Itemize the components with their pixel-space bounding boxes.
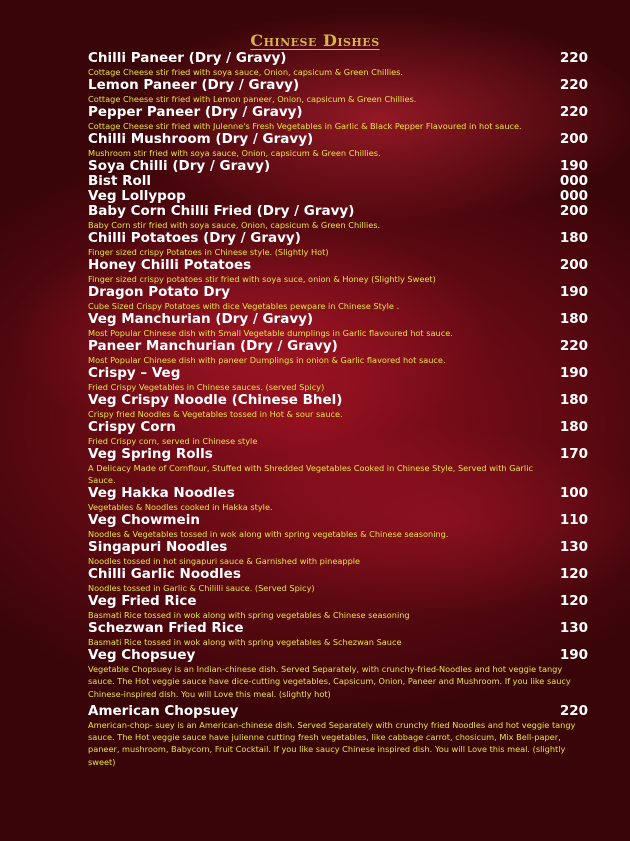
- dish-description: Fried Crispy Vegetables in Chinese sauces. (served Spicy): [88, 382, 325, 392]
- dish-price: 000: [559, 173, 588, 189]
- dish-description: Mushroom stir fried with soya sauce, Onion, capsicum & Green Chillies.: [88, 148, 381, 158]
- menu-item: [88, 648, 588, 700]
- dish-description: Noodles tossed in hot singapuri sauce & Garnished with pineapple: [88, 556, 361, 566]
- dish-price: 110: [559, 512, 588, 528]
- dish-name: Schezwan Fried Rice: [88, 620, 244, 636]
- dish-description: Finger sized crispy Potatoes in Chinese style. (Slightly Hot): [88, 247, 329, 257]
- dish-name: Veg Hakka Noodles: [88, 485, 235, 501]
- dish-name: American Chopsuey: [88, 702, 239, 719]
- menu-item: [88, 567, 588, 594]
- dish-price: 200: [559, 203, 588, 219]
- menu-item: [88, 312, 588, 339]
- dish-name: Lemon Paneer (Dry / Gravy): [88, 77, 300, 93]
- dish-description: Noodles & Vegetables tossed in wok along with spring vegetables & Chinese seasoning.: [88, 529, 449, 539]
- dish-description: Fried Crispy corn, served in Chinese style: [88, 436, 258, 446]
- dish-price: 120: [559, 593, 588, 609]
- dish-description: Vegetable Chopsuey is an Indian-chinese dish. Served Separately, with crunchy-fried-Noodles and hot veggie tangy sauce. The Hot veggie sauce have dice-cutting vegetables, Capsicum, Onion, Paneer and Mushroom. If you like saucy Chinese-inspired dish. You will Love this meal. (slightly hot): [88, 664, 571, 699]
- dish-description: Basmati Rice tossed in wok along with spring vegetables & Chinese seasoning: [88, 610, 410, 620]
- menu-item: [88, 366, 588, 393]
- dish-description: Baby Corn stir fried with soya sauce, Onion, capsicum & Green Chillies.: [88, 220, 381, 230]
- dish-price: 190: [559, 284, 588, 300]
- dish-price: 220: [559, 338, 588, 354]
- dish-price: 000: [559, 188, 588, 204]
- dish-name: Chilli Potatoes (Dry / Gravy): [88, 230, 301, 246]
- menu-item: [88, 159, 588, 174]
- dish-name: Veg Chowmein: [88, 512, 200, 528]
- dish-name: Chilli Paneer (Dry / Gravy): [88, 50, 287, 66]
- menu-item: [88, 540, 588, 567]
- menu-item: [88, 231, 588, 258]
- dish-description: Vegetables & Noodles cooked in Hakka style.: [88, 502, 273, 512]
- dish-price: 220: [559, 77, 588, 93]
- dish-name: Soya Chilli (Dry / Gravy): [88, 158, 271, 174]
- dish-price: 130: [559, 620, 588, 636]
- dish-price: 180: [559, 392, 588, 408]
- dish-price: 200: [559, 257, 588, 273]
- dish-description: Cottage Cheese stir fried with Julenne's Fresh Vegetables in Garlic & Black Pepper Flavoured in hot sauce.: [88, 121, 522, 131]
- dish-name: Chilli Garlic Noodles: [88, 566, 241, 582]
- menu-item: [88, 174, 588, 189]
- menu-item: [88, 486, 588, 513]
- dish-price: 190: [559, 365, 588, 381]
- menu-item: [88, 704, 588, 768]
- menu-list: [88, 51, 588, 768]
- dish-name: Bist Roll: [88, 173, 152, 189]
- dish-price: 180: [559, 419, 588, 435]
- dish-name: Veg Fried Rice: [88, 593, 197, 609]
- dish-name: Chilli Mushroom (Dry / Gravy): [88, 131, 314, 147]
- menu-item: [88, 105, 588, 132]
- section-title: Chinese Dishes: [250, 31, 380, 50]
- dish-price: 190: [559, 647, 588, 663]
- dish-name: Veg Spring Rolls: [88, 446, 213, 462]
- dish-name: Paneer Manchurian (Dry / Gravy): [88, 338, 338, 354]
- menu-item: [88, 621, 588, 648]
- dish-price: 200: [559, 131, 588, 147]
- menu-item: [88, 204, 588, 231]
- dish-price: 130: [559, 539, 588, 555]
- dish-name: Crispy Corn: [88, 419, 176, 435]
- menu-item: [88, 51, 588, 78]
- dish-name: Veg Manchurian (Dry / Gravy): [88, 311, 314, 327]
- dish-name: Crispy – Veg: [88, 365, 181, 381]
- dish-price: 220: [559, 104, 588, 120]
- dish-description: Crispy fried Noodles & Vegetables tossed in Hot & sour sauce.: [88, 409, 343, 419]
- dish-description: Cottage Cheese stir fried with Lemon paneer, Onion, capsicum & Green Chillies.: [88, 94, 417, 104]
- dish-name: Veg Chopsuey: [88, 647, 196, 663]
- dish-name: Veg Lollypop: [88, 188, 186, 204]
- menu-item: [88, 78, 588, 105]
- dish-description: A Delicacy Made of Cornflour, Stuffed with Shredded Vegetables Cooked in Chinese Style, Served with Garlic Sauce.: [88, 463, 533, 485]
- dish-name: Baby Corn Chilli Fried (Dry / Gravy): [88, 203, 355, 219]
- dish-description: Cube Sized Crispy Potatoes with dice Vegetables pewpare in Chinese Style .: [88, 301, 400, 311]
- dish-description: Basmati Rice tossed in wok along with spring vegetables & Schezwan Sauce: [88, 637, 402, 647]
- dish-price: 170: [559, 446, 588, 462]
- dish-name: Honey Chilli Potatoes: [88, 257, 252, 273]
- menu-item: [88, 189, 588, 204]
- dish-price: 220: [559, 50, 588, 66]
- dish-name: Veg Crispy Noodle (Chinese Bhel): [88, 392, 343, 408]
- dish-description: Most Popular Chinese dish with Small Vegetable dumplings in Garlic flavoured hot sauce.: [88, 328, 453, 338]
- dish-price: 100: [559, 485, 588, 501]
- dish-description: Finger sized crispy potatoes stir fried with soya suce, onion & Honey (Slightly Sweet): [88, 274, 436, 284]
- dish-description: Cottage Cheese stir fried with soya sauce, Onion, capsicum & Green Chillies.: [88, 67, 404, 77]
- menu-item: [88, 258, 588, 285]
- dish-description: American-chop- suey is an American-chinese dish. Served Separately with crunchy fried Noodles and hot veggie tangy sauce. The Hot veggie sauce have julienne cutting fresh vegetables, like cabbage carrot, chosicum, Mix Bell-paper, paneer, mushroom, Babycorn, Fruit Cocktail. If you like saucy Chinese inspired dish. You will Love this meal. (slightly sweet): [88, 719, 576, 767]
- dish-description: Noodles tossed in Garlic & Chililli sauce. (Served Spicy): [88, 583, 315, 593]
- menu-item: [88, 594, 588, 621]
- dish-price: 190: [559, 158, 588, 174]
- dish-price: 120: [559, 566, 588, 582]
- dish-price: 180: [559, 230, 588, 246]
- menu-item: [88, 393, 588, 420]
- dish-price: 180: [559, 311, 588, 327]
- dish-name: Singapuri Noodles: [88, 539, 228, 555]
- menu-item: [88, 447, 588, 486]
- dish-name: Pepper Paneer (Dry / Gravy): [88, 104, 303, 120]
- menu-item: [88, 132, 588, 159]
- menu-item: [88, 420, 588, 447]
- dish-name: Dragon Potato Dry: [88, 284, 231, 300]
- dish-description: Most Popular Chinese dish with paneer Dumplings in onion & Garlic flavored hot sauce.: [88, 355, 446, 365]
- dish-price: 220: [559, 702, 588, 719]
- menu-item: [88, 513, 588, 540]
- menu-item: [88, 285, 588, 312]
- menu-item: [88, 339, 588, 366]
